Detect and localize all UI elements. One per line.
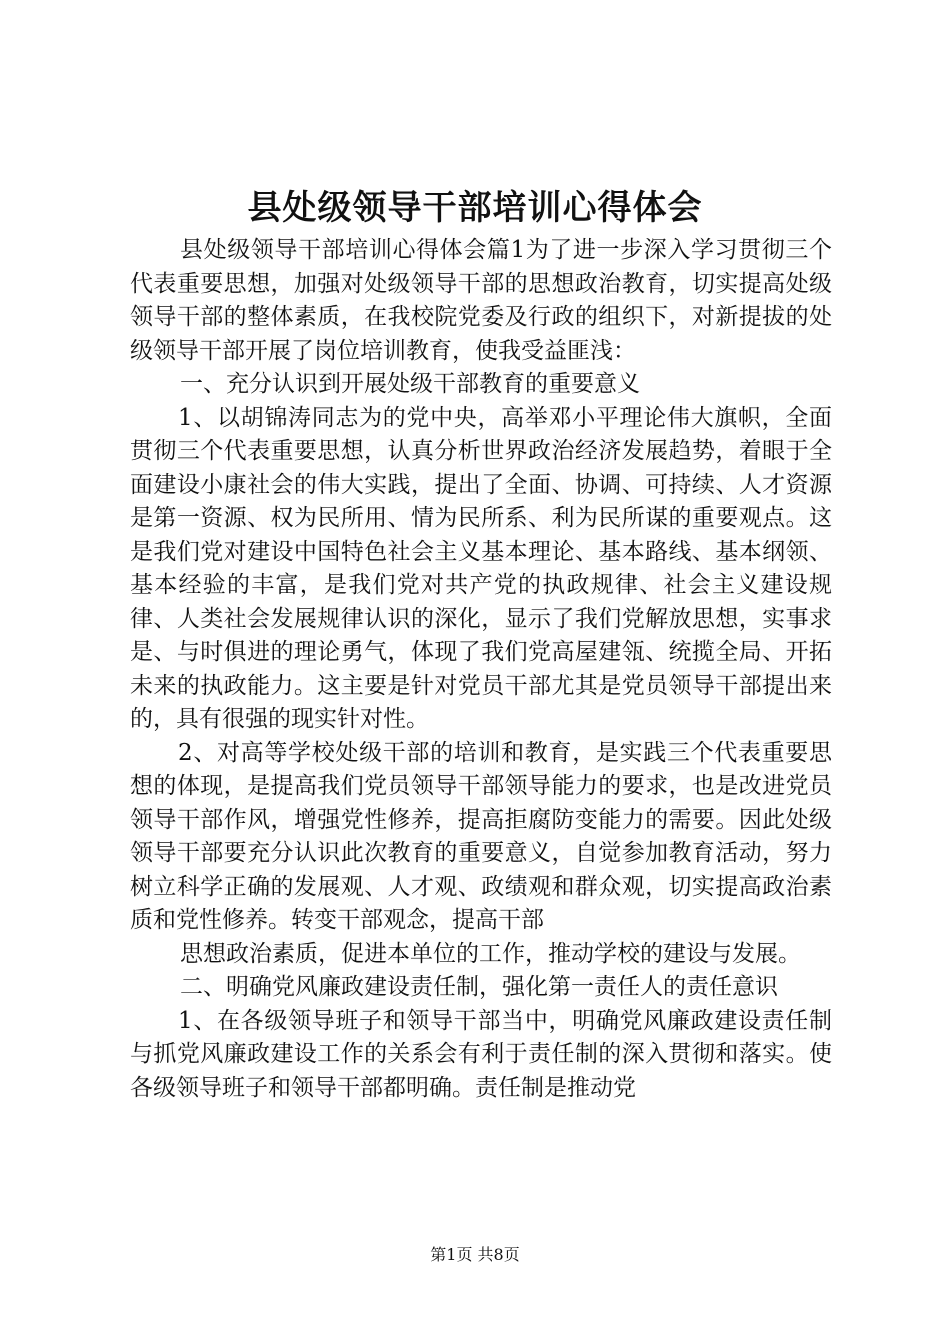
paragraph-intro: 县处级领导干部培训心得体会篇1为了进一步深入学习贯彻三个代表重要思想，加强对处级领导干部的思想政治教育，切实提高处级领导干部的整体素质，在我校院党委及行政的组织下，对新提拔的处级领导干部开展了岗位培训教育，使我受益匪浅： [130,237,832,364]
paragraph-point-1: 1、以胡锦涛同志为的党中央，高举邓小平理论伟大旗帜，全面贯彻三个代表重要思想，认真分析世界政治经济发展趋势，着眼于全面建设小康社会的伟大实践，提出了全面、协调、可持续、人才资源是第一资源、权为民所用、情为民所系、利为民所谋的重要观点。这是我们党对建设中国特色社会主义基本理论、基本路线、基本纲领、基本经验的丰富，是我们党对共产党的执政规律、社会主义建设规律、人类社会发展规律认识的深化，显示了我们党解放思想，实事求是、与时俱进的理论勇气，体现了我们党高屋建瓴、统揽全局、开拓未来的执政能力。这主要是针对党员干部尤其是党员领导干部提出来的，具有很强的现实针对性。 [130,404,832,732]
page-footer: 第1页 共8页 [430,1245,520,1264]
paragraph-point-2-1: 1、在各级领导班子和领导干部当中，明确党风廉政建设责任制与抓党风廉政建设工作的关系会有利于责任制的深入贯彻和落实。使各级领导班子和领导干部都明确。责任制是推动党 [130,1007,832,1101]
document-body [130,234,832,1105]
section-heading-2: 二、明确党风廉政建设责任制，强化第一责任人的责任意识 [180,974,778,1000]
paragraph-continuation: 思想政治素质，促进本单位的工作，推动学校的建设与发展。 [180,940,801,967]
document-title: 县处级领导干部培训心得体会 [247,188,703,228]
section-heading-1: 一、充分认识到开展处级干部教育的重要意义 [180,371,640,397]
paragraph-point-2: 2、对高等学校处级干部的培训和教育，是实践三个代表重要思想的体现，是提高我们党员领导干部领导能力的要求，也是改进党员领导干部作风，增强党性修养，提高拒腐防变能力的需要。因此处级领导干部要充分认识此次教育的重要意义，自觉参加教育活动，努力树立科学正确的发展观、人才观、政绩观和群众观，切实提高政治素质和党性修养。转变干部观念，提高干部 [130,739,832,933]
